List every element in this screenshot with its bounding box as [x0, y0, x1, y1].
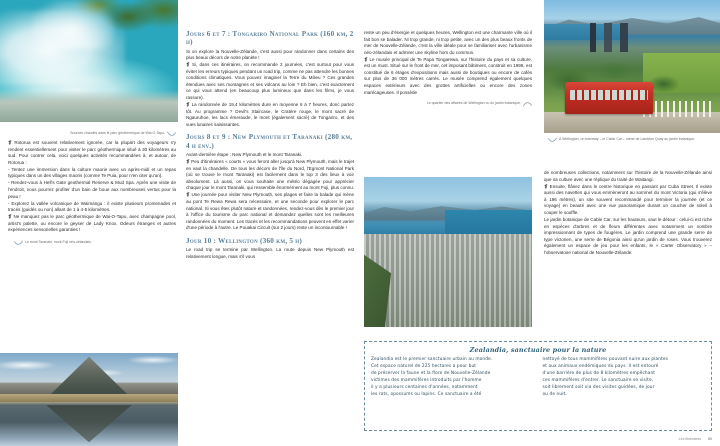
- photo-mount-taranaki: [0, 353, 178, 446]
- footer-section-label: Les itinéraires: [678, 437, 701, 441]
- paragraph: ❡ Si, dans ces itinéraires, on recommande 2 journées, c'est surtout pour vous éviter les erreurs typiques pendant un road trip, comme ne pas attendre les bonnes conditions climatiques. Vous pouvez imaginer la Terre du Milieu ? Ces grandes étendues avec ses montagnes et ses volcans au loin ? Eh bien, c'est exactement ce qui vous attend (en beaucoup plus lumineux que dans les films, je vous rassure).: [186, 62, 354, 101]
- zealandia-line: Cet espace naturel de 225 hectares a pour but: [371, 363, 477, 369]
- column-two: [186, 30, 354, 261]
- zealandia-line: nettoyé de tous mammifères pouvant nuire aux plantes: [542, 357, 668, 362]
- zealandia-right-column: [543, 357, 706, 398]
- paragraph: - Rendez-vous à Hell's Gate geothermal Reserve & Mud Spa. Après une visite de l'endroit, vous pourrez profiter d'un bain de boue aux nombreuses vertus pour la peau !: [8, 180, 176, 199]
- pilcrow-icon: ❡: [8, 140, 12, 145]
- zealandia-line: soit librement soit via des visites guidées, de jour: [542, 384, 655, 390]
- paragraph: - Explorez la vallée volcanique de Waimangu : il existe plusieurs promenades et tracés (guidés ou non) allant de 1 à 4-5 kilomètres.: [8, 200, 176, 213]
- photo-fence: [643, 101, 713, 117]
- zealandia-line: ces mammifères d'entrer. Le sanctuaire se visite,: [542, 377, 654, 383]
- photo-shore: [0, 90, 178, 122]
- pilcrow-icon: ❡: [186, 62, 190, 68]
- page-number: 85: [708, 437, 712, 441]
- caption-text: À Wellington, un tramway – le Cable Car – mène de Lambton Quay au jardin botanique.: [559, 137, 696, 141]
- column-one: [8, 131, 176, 246]
- zealandia-title: Zealandia, sanctuaire pour la nature: [469, 346, 607, 354]
- swoosh-icon: [523, 101, 532, 107]
- paragraph: ❡ Peu d'itinéraires « courts » vous feront aller jusqu'à New Plymouth, mais le trajet en vaut la chandelle. De tous les décors de l'île du Nord, l'Egmont National Park (où se trouve le mont Taranaki) est facilement dans le top 3 des lieux à voir absolument. Là aussi, on vous souhaite une météo dégagée pour apprécier chaque jour le mont Taranaki, qui ressemble énormément au mont Fuji, plus connu.: [186, 159, 354, 191]
- paragraph: ❡ Le musée principal de Te Papa Tongarewa, sur l'histoire du pays et sa culture, est un must. Situé sur le front de mer, cet imposant bâtiment, construit en 1998, est constitué de 6 étages d'expositions mais aussi de boutiques ou encore de cafés sur plus de 36 000 mètres carrés. Le musée comprend également quelques espaces extérieurs avec des grottes artificielles ou encore des zones marécageuses. Il possède: [364, 56, 533, 95]
- pilcrow-icon: ❡: [8, 214, 12, 220]
- column-four: [544, 170, 712, 257]
- paragraph: Avant-dernière étape : New Plymouth et le mont Taranaki.: [186, 151, 303, 157]
- swoosh-icon: [548, 137, 557, 143]
- swoosh-icon: [14, 240, 23, 246]
- zealandia-callout-box: [364, 341, 712, 431]
- caption-text: Le quartier des affaires de Wellington vu du jardin botanique.: [426, 101, 521, 106]
- caption-wellington-city: [364, 101, 532, 107]
- pilcrow-icon: ❡: [544, 183, 548, 189]
- zealandia-columns: [371, 357, 705, 398]
- paragraph: ❡ Rotorua est souvent relativement ignorée, car la plupart des voyageurs s'y rendent essentiellement pour visiter le parc géothermique situé à 30 kilomètres au sud. Pour contrer cela, voici quelques activités recommandées à, et autour, de Rotorua :: [8, 140, 177, 165]
- pilcrow-icon: ❡: [186, 192, 190, 198]
- col2-body-1: [186, 49, 354, 129]
- zealandia-line: d'une barrière de plus de 8 kilomètres empêchant: [542, 370, 656, 376]
- photo-steam-upper: [32, 0, 114, 49]
- swoosh-icon: [167, 131, 176, 137]
- zealandia-line: ou de nuit.: [542, 391, 567, 397]
- zealandia-line: de préserver la faune et la flore de Nouvelle-Zélande: [371, 370, 491, 376]
- pilcrow-icon: ❡: [186, 102, 190, 108]
- caption-cable-car: [546, 137, 714, 143]
- heading-tongariro: Jours 6 et 7 : Tongariro National Park (160 km, 2 h): [186, 30, 354, 47]
- col4-body: [544, 170, 712, 256]
- photo-wai-o-tapu: [0, 0, 178, 122]
- paragraph: Si on explore la Nouvelle-Zélande, c'est aussi pour randonner dans certains des plus beaux décors de notre planète !: [186, 48, 354, 61]
- caption-wai-o-tapu: [8, 131, 176, 137]
- col2-body-3: [186, 247, 354, 260]
- caption-text: Sources chaudes dans le parc géothermique de Wai-O-Tapu.: [70, 131, 165, 135]
- paragraph: ❡ Ne manquez pas le parc géothermique de Wai-O-Tapu, avec champagne pool, artist's palette, ou encore le geyser de Lady Knox. Odeurs étranges et autres expériences sensorielles garanties !: [8, 214, 176, 233]
- paragraph: - Tentez une immersion dans la culture maorie avec un après-midi et un repas typiques dans un des villages maoris (comme Te Puia, pour n'en citer qu'un).: [8, 166, 176, 179]
- zealandia-line: Zealandia est le premier sanctuaire urbain au monde.: [371, 357, 493, 362]
- pilcrow-icon: ❡: [186, 159, 190, 165]
- col2-body-2: [186, 152, 354, 232]
- col1-body: [8, 140, 176, 234]
- photo-tram-windows: [570, 90, 647, 101]
- photo-cable-car: [544, 0, 720, 133]
- paragraph: ❡ Ensuite, flânez dans le centre historique en passant par Cuba Street. Il existe aussi des navettes qui vous emmèneront au sommet du mont Victoria (qui s'élève à 196 mètres), un site souvent recommandé pour terminer la journée (et ce voyage) en beauté avec une vue panoramique durant un coucher de soleil à couper le souffle.: [544, 183, 712, 215]
- heading-wellington: Jour 10 : Wellington (360 km, 5 h): [186, 236, 303, 245]
- paragraph: ❡ Une journée pour visiter New Plymouth, ses plages et faire la balade qui mène au pont Te Rewa Rewa sera nécessaire, et une seconde pour explorer le parc national. Si vous êtes plutôt nature et randonnées, rendez-vous dès le premier jour à l'office du tourisme du parc national et demandez quelles sont les meilleures randonnées du moment. Les tracés et les recommandations peuvent en effet varier d'une période à l'autre. Le Pouakai Circuit (sur 2 jours) reste un incontournable !: [186, 192, 355, 231]
- photo-mountain-reflection: [46, 405, 131, 442]
- page-footer: [679, 437, 712, 441]
- caption-text: Le mont Taranaki, mont Fuji néo-zélandais.: [25, 240, 92, 245]
- photo-grass-band: [0, 394, 178, 402]
- photo-wellington-city: [364, 177, 532, 327]
- paragraph: reste un peu d'énergie et quelques heures, Wellington est une charmante ville où il fait bon se balader. Ni trop grande, ni trop petite, avec un des plus beaux fronts de mer de Nouvelle-Zélande, c'est la ville idéale pour se familiariser avec l'urbanisme néo-zélandais et admirer une skyline hors du commun.: [364, 30, 532, 55]
- column-three: [364, 30, 532, 107]
- pilcrow-icon: ❡: [364, 56, 368, 62]
- paragraph: ❡ La randonnée de 19,4 kilomètres dure en moyenne 6 à 7 heures, donc partez tôt. Au programme ? Devil's Staircase, le Cratère rouge, le mont sacré de Ngauruhoe, les lacs émeraude, le mont (également sacré) de Tongariro, et des vues lunaires saisissantes.: [186, 102, 354, 127]
- zealandia-line: il y a plusieurs centaines d'années, notamment: [371, 384, 478, 390]
- col3-body: [364, 30, 532, 96]
- heading-new-plymouth: Jours 8 et 9 : New Plymouth et Taranaki (280 km, 4 h env.): [186, 133, 353, 150]
- zealandia-line: les rats, opossums ou lapins. Ce sanctuaire a été: [371, 391, 482, 397]
- paragraph: Le jardin botanique de Cable Car, sur les hauteurs, vaut le détour : celui-ci est riche en espèces d'arbres et de fleurs différentes avec notamment un nombre impressionnant de types de fougères. Le jardin comprend une grande serre de type victorien, une serre de Bégonia ainsi qu'un jardin de roses. Vous trouverez également un espace de jeu pour les enfants, le « Carter Observatory » – l'observatoire national de Nouvelle-Zélande.: [544, 217, 712, 255]
- zealandia-line: victimes des mammifères introduits par l'homme: [371, 377, 482, 383]
- paragraph: de nombreuses collections, notamment sur l'histoire de la Nouvelle-Zélande ainsi que sa culture avec une réplique du traité de Waitangi.: [544, 170, 712, 182]
- zealandia-left-column: [371, 357, 534, 398]
- caption-mount-taranaki: [8, 240, 176, 246]
- photo-red-tram: [565, 82, 653, 114]
- paragraph: Le road trip se termine par Wellington. La route depuis New Plymouth est relativement longue, mais s'il vous: [186, 247, 354, 259]
- zealandia-line: et aux animaux endémiques du pays. Il est entouré: [542, 363, 659, 369]
